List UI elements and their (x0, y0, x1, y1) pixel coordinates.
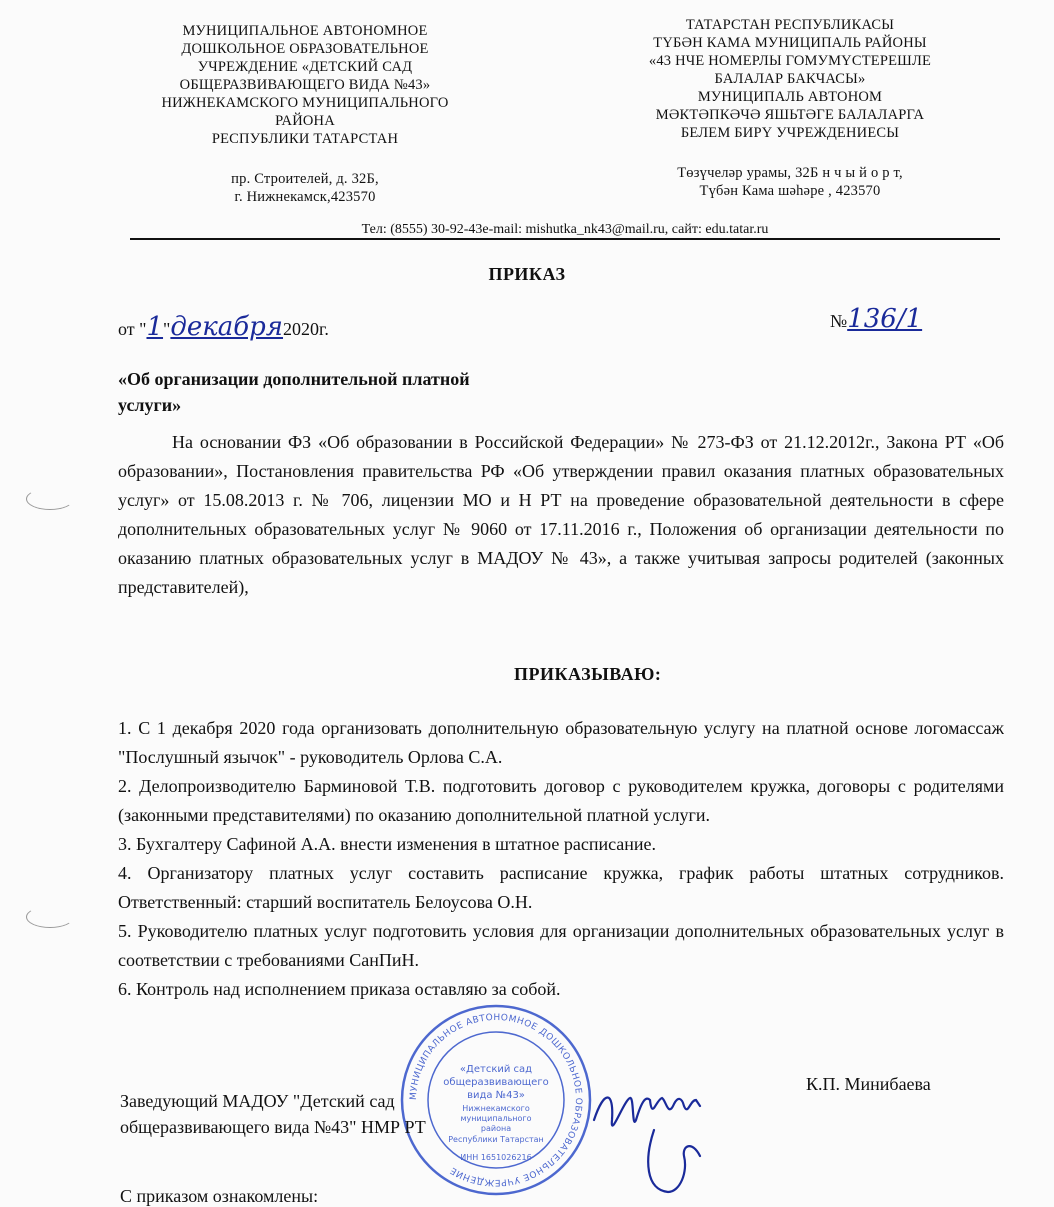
order-number-value: 136/1 (847, 304, 923, 334)
order-items (118, 714, 1004, 1004)
order-item: 6. Контроль над исполнением приказа оставляю за собой. (118, 979, 561, 999)
punch-mark (26, 906, 74, 928)
header-left-address: пр. Строителей, д. 32Б, г. Нижнекамск,423570 (231, 171, 379, 205)
punch-mark (26, 488, 74, 510)
signatory-position: Заведующий МАДОУ "Детский сад общеразвивающего вида №43" НМР РТ (120, 1091, 426, 1137)
order-date: от "1"декабря2020г. (118, 312, 329, 342)
svg-text:Республики Татарстан: Республики Татарстан (448, 1135, 544, 1144)
date-month: декабря (170, 312, 284, 342)
contact-line: Тел: (8555) 30-92-43e-mail: mishutka_nk43@mail.ru, сайт: edu.tatar.ru (361, 222, 769, 237)
order-number: №136/1 (830, 304, 923, 334)
order-item: 5. Руководителю платных услуг подготовить условия для организации дополнительных образовательных услуг в соответствии с требованиями СанПиН. (118, 921, 1004, 970)
handwritten-signature (584, 1060, 734, 1200)
acquainted-label: С приказом ознакомлены: (120, 1186, 319, 1206)
svg-text:общеразвивающего: общеразвивающего (443, 1077, 549, 1088)
decree-heading: ПРИКАЗЫВАЮ: (514, 664, 662, 684)
header-right (600, 16, 980, 200)
svg-text:ИНН 1651026216: ИНН 1651026216 (460, 1153, 532, 1162)
stamp-ring-text: МУНИЦИПАЛЬНОЕ АВТОНОМНОЕ ДОШКОЛЬНОЕ ОБРАЗОВАТЕЛЬНОЕ УЧРЕЖДЕНИЕ (408, 1012, 584, 1188)
document-title: ПРИКАЗ (488, 264, 566, 284)
order-item: 2. Делопроизводителю Барминовой Т.В. подготовить договор с руководителем кружка, договоры с родителями (законными представителями) по оказанию дополнительной платной услуги. (118, 776, 1004, 825)
svg-text:муниципального: муниципального (460, 1114, 532, 1123)
signatory-name: К.П. Минибаева (806, 1074, 931, 1094)
header-right-org: ТАТАРСТАН РЕСПУБЛИКАСЫ ТҮБӘН КАМА МУНИЦИПАЛЬ РАЙОНЫ «43 НЧЕ НОМЕРЛЫ ГОМУМҮСТЕРЕШЛЕ БАЛАЛАР БАКЧАСЫ» МУНИЦИПАЛЬ АВТОНОМ МӘКТӘПКӘЧӘ ЯШЬТӘГЕ БАЛАЛАРГА БЕЛЕМ БИРҮ УЧРЕЖДЕНИЕСЫ (648, 17, 932, 141)
svg-text:«Детский сад: «Детский сад (459, 1064, 533, 1075)
svg-text:района: района (480, 1124, 512, 1133)
preamble: На основании ФЗ «Об образовании в Российской Федерации» № 273-ФЗ от 21.12.2012г., Закона РТ «Об образовании», Постановления правительства РФ «Об утверждении правил оказания платных образовательных услуг» от 15.08.2013 г. № 706, лицензии МО и Н РТ на проведение образовательной деятельности в сфере дополнительных образовательных услуг № 9060 от 17.11.2016 г., Положения об организации деятельности по оказанию платных образовательных услуг в МАДОУ № 43», а также учитывая запросы родителей (законных представителей), (118, 432, 1004, 597)
order-item: 1. С 1 декабря 2020 года организовать дополнительную образовательную услугу на платной основе логомассаж "Послушный язычок" - руководитель Орлова С.А. (118, 718, 1004, 767)
header-left-org: МУНИЦИПАЛЬНОЕ АВТОНОМНОЕ ДОШКОЛЬНОЕ ОБРАЗОВАТЕЛЬНОЕ УЧРЕЖДЕНИЕ «ДЕТСКИЙ САД ОБЩЕРАЗВИВАЮЩЕГО ВИДА №43» НИЖНЕКАМСКОГО МУНИЦИПАЛЬНОГО РАЙОНА РЕСПУБЛИКИ ТАТАРСТАН (161, 23, 449, 147)
svg-text:Нижнекамского: Нижнекамского (462, 1104, 530, 1113)
order-subject: «Об организации дополнительной платной услуги» (118, 369, 470, 415)
header-left (150, 22, 460, 206)
date-day: 1 (146, 312, 164, 342)
order-item: 3. Бухгалтеру Сафиной А.А. внести изменения в штатное расписание. (118, 834, 657, 854)
header-divider (130, 238, 1000, 240)
official-stamp (396, 1000, 596, 1200)
header-right-address: Төзүчеләр урамы, 32Б н ч ы й о р т, Түбән Кама шәһәре , 423570 (677, 165, 903, 199)
svg-text:вида №43»: вида №43» (467, 1090, 525, 1101)
order-item: 4. Организатору платных услуг составить расписание кружка, график работы штатных сотрудников. Ответственный: старший воспитатель Белоусова О.Н. (118, 863, 1004, 912)
